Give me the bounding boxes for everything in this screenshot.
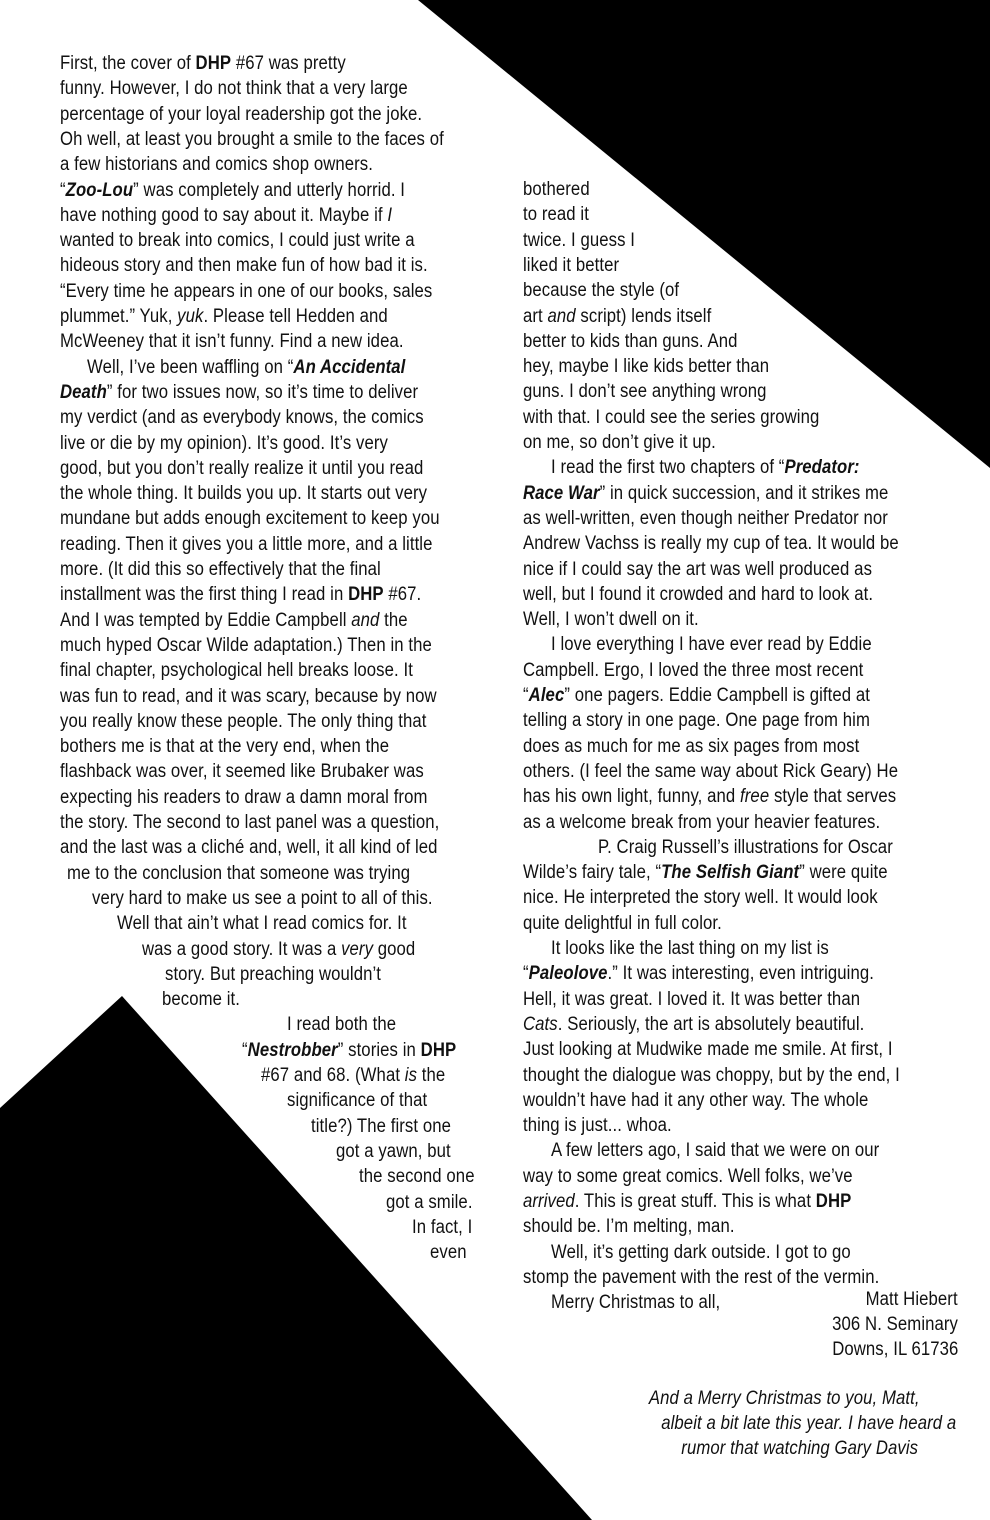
text-run: title?) The first one — [311, 1115, 452, 1137]
text-run: live or die by my opinion). It’s good. It’s very — [60, 432, 388, 454]
text-run: ” for two issues now, so it’s time to deliver — [106, 381, 419, 403]
bold-run: DHP — [195, 53, 232, 74]
left-column-line — [60, 228, 415, 253]
text-run: final chapter, psychological hell breaks loose. It — [60, 660, 413, 682]
text-run: Hell, it was great. I loved it. It was better than — [523, 988, 861, 1010]
left-column-line — [60, 709, 427, 734]
right-column-line — [523, 607, 699, 632]
text-run: ” in quick succession, and it strikes me — [599, 482, 889, 504]
text-run: with that. I could see the series growing — [523, 406, 820, 428]
editor-reply-line: And a Merry Christmas to you, Matt, — [649, 1388, 920, 1409]
left-column-line — [60, 152, 373, 177]
italic-run: Cats — [523, 1013, 558, 1035]
text-run: Well, I’ve been waffling on “ — [87, 356, 294, 378]
text-run: as a welcome break from your heavier features. — [523, 811, 881, 833]
left-column-line — [60, 102, 422, 127]
right-column-line — [523, 278, 679, 303]
text-run: It looks like the last thing on my list is — [551, 938, 829, 959]
right-column-line — [523, 885, 878, 910]
left-column-line — [359, 1164, 475, 1189]
text-run: ” was completely and utterly horrid. I — [133, 179, 406, 201]
left-column-line — [60, 582, 421, 607]
text-run: “ — [242, 1039, 248, 1061]
text-run: nice. He interpreted the story well. It would look — [523, 887, 878, 909]
title-run: The Selfish Giant — [661, 862, 800, 884]
text-run: plummet.” Yuk, — [60, 306, 178, 327]
text-run: hideous story and then make fun of how bad it is. — [60, 255, 428, 277]
left-column-line — [87, 355, 405, 380]
text-run: should be. I’m melting, man. — [523, 1216, 735, 1238]
text-run: And I was tempted by Eddie Campbell — [60, 609, 352, 631]
right-column-line — [523, 1113, 672, 1138]
text-run: “ — [523, 685, 529, 706]
title-run: Nestrobber — [247, 1039, 338, 1061]
title-run: Paleolove — [528, 963, 608, 985]
text-run: flashback was over, it seemed like Brubaker was — [60, 761, 424, 783]
right-column-line — [523, 329, 737, 354]
text-run: . This is great stuff. This is what — [574, 1191, 816, 1212]
text-run: more. (It did this so effectively that the final — [60, 559, 381, 580]
text-run: McWeeney that it isn’t funny. Find a new idea. — [60, 331, 404, 353]
text-run: to read it — [523, 204, 589, 226]
left-column-line — [165, 962, 381, 987]
right-column-line — [523, 1164, 853, 1189]
bold-run: DHP — [420, 1039, 457, 1061]
text-run: bothered — [523, 179, 590, 200]
text-run: #67 and 68. (What — [261, 1065, 405, 1086]
right-column-line — [523, 253, 619, 278]
right-column-line — [598, 835, 893, 860]
left-column-line — [60, 203, 392, 228]
title-run: Race War — [523, 482, 600, 504]
left-column-line — [386, 1190, 473, 1215]
text-run: significance of that — [287, 1090, 428, 1112]
right-column-line — [523, 304, 711, 329]
left-column-line — [162, 987, 240, 1012]
right-column-line — [523, 1088, 868, 1113]
right-column-line — [523, 658, 863, 683]
editor-reply-line: rumor that watching Gary Davis — [681, 1438, 918, 1459]
text-run: and the last was a cliché and, well, it all kind of led — [60, 837, 438, 859]
left-column-line — [92, 886, 433, 911]
text-run: the second one — [359, 1166, 475, 1188]
right-column-line — [523, 481, 888, 506]
left-column-line — [60, 380, 418, 405]
text-run: wouldn’t have had it any other way. The whole — [523, 1089, 869, 1111]
text-run: In fact, I — [412, 1216, 473, 1238]
left-column-line — [60, 178, 405, 203]
left-column-line — [60, 759, 424, 784]
right-column-line — [523, 1012, 864, 1037]
text-run: . Seriously, the art is absolutely beautiful. — [557, 1013, 865, 1035]
text-run: the whole thing. It builds you up. It starts out very — [60, 483, 428, 505]
title-run: Death — [60, 381, 107, 403]
right-column-line — [523, 961, 874, 986]
left-column-line — [430, 1240, 467, 1265]
text-run: Well that ain’t what I read comics for. It — [117, 913, 407, 935]
right-column-line — [551, 1138, 879, 1163]
left-column-line — [60, 684, 437, 709]
italic-run: is — [404, 1065, 418, 1086]
right-column-line — [551, 455, 860, 480]
title-run: An Accidental — [293, 356, 406, 378]
left-column-line — [60, 76, 408, 101]
left-column-line — [60, 431, 388, 456]
left-column-line — [287, 1088, 427, 1113]
text-run: funny. However, I do not think that a very large — [60, 78, 408, 100]
text-run: others. (I feel the same way about Rick Geary) He — [523, 760, 899, 782]
italic-run: arrived — [523, 1191, 575, 1212]
left-column-line — [67, 861, 410, 886]
right-column-line — [523, 784, 896, 809]
right-column-line — [523, 810, 880, 835]
text-run: liked it better — [523, 254, 620, 276]
right-column-line — [523, 354, 769, 379]
right-column-line — [523, 228, 635, 253]
text-run: become it. — [162, 989, 241, 1011]
title-run: Zoo-Lou — [65, 179, 134, 201]
text-run: Merry Christmas to all, — [551, 1292, 721, 1314]
left-column-line — [60, 810, 439, 835]
text-run: hey, maybe I like kids better than — [523, 356, 770, 378]
signature-street: 306 N. Seminary — [832, 1314, 958, 1335]
text-run: well, but I found it crowded and hard to look at. — [523, 583, 874, 605]
left-column-line — [60, 835, 438, 860]
text-run: got a smile. — [386, 1191, 473, 1213]
text-run: was a good story. It was a — [142, 938, 342, 960]
text-run: art — [523, 305, 548, 327]
text-run: ” one pagers. Eddie Campbell is gifted at — [564, 685, 871, 706]
left-column-line — [60, 633, 432, 658]
left-column-line — [60, 532, 432, 557]
signature-name: Matt Hiebert — [865, 1289, 958, 1310]
text-run: script) lends itself — [575, 305, 712, 327]
right-column-line — [551, 1240, 851, 1265]
left-column-line — [60, 658, 413, 683]
left-column-line — [60, 127, 444, 152]
text-run: P. Craig Russell’s illustrations for Oscar — [598, 836, 893, 858]
text-run: ” were quite — [799, 862, 888, 884]
text-run: story. But preaching wouldn’t — [165, 963, 382, 985]
left-column-line — [60, 329, 404, 354]
title-run: Alec — [528, 685, 565, 706]
left-column-line — [60, 456, 423, 481]
title-run: Predator: — [784, 457, 860, 479]
text-run: Wilde’s fairy tale, “ — [523, 862, 662, 884]
right-column-line — [523, 531, 899, 556]
text-run: #67. — [383, 584, 422, 606]
text-run: reading. Then it gives you a little more, and a little — [60, 533, 433, 555]
text-run: quite delightful in full color. — [523, 912, 722, 934]
right-column-line — [523, 1214, 735, 1239]
left-column-line — [287, 1012, 396, 1037]
text-run: me to the conclusion that someone was trying — [67, 862, 411, 884]
text-run: was fun to read, and it was scary, because by now — [60, 685, 437, 707]
text-run: guns. I don’t see anything wrong — [523, 381, 767, 403]
text-run: Campbell. Ergo, I loved the three most recent — [523, 659, 864, 681]
left-column-line — [412, 1215, 472, 1240]
right-column-line — [523, 860, 888, 885]
right-column-line — [523, 683, 870, 708]
text-run: I love everything I have ever read by Eddie — [551, 634, 872, 656]
italic-run: I — [387, 204, 393, 226]
text-run: as well-written, even though neither Predator nor — [523, 507, 888, 529]
text-run: very hard to make us see a point to all of this. — [92, 887, 433, 909]
text-run: ” stories in — [337, 1039, 421, 1061]
text-run: good — [373, 938, 416, 960]
right-column-line — [551, 936, 829, 961]
right-column-line — [523, 911, 722, 936]
bold-run: DHP — [815, 1191, 852, 1212]
left-column-line — [142, 937, 415, 962]
right-column-line — [523, 379, 767, 404]
left-column-line — [60, 405, 424, 430]
left-column-line — [60, 608, 408, 633]
italic-run: and — [547, 305, 576, 327]
text-run: because the style (of — [523, 280, 680, 302]
right-column-line — [523, 1063, 900, 1088]
left-column-line — [60, 506, 440, 531]
text-run: stomp the pavement with the rest of the vermin. — [523, 1266, 880, 1288]
left-column-line — [60, 785, 427, 810]
right-column-line — [551, 1290, 720, 1315]
signature-city: Downs, IL 61736 — [831, 1339, 958, 1360]
text-run: does as much for me as six pages from most — [523, 735, 860, 757]
text-run: A few letters ago, I said that we were on our — [551, 1140, 880, 1162]
text-run: I read both the — [287, 1014, 397, 1036]
bold-run: DHP — [348, 584, 384, 606]
left-column-line — [336, 1139, 451, 1164]
right-column-line — [523, 734, 859, 759]
left-column-line — [311, 1114, 451, 1139]
text-run: .” It was interesting, even intriguing. — [607, 963, 874, 985]
text-run: the — [417, 1065, 446, 1086]
text-run: has his own light, funny, and — [523, 786, 741, 808]
italic-run: and — [351, 609, 380, 631]
right-column-line — [523, 1189, 851, 1214]
left-column-line — [60, 304, 388, 329]
text-run: have nothing good to say about it. Maybe if — [60, 204, 388, 226]
text-run: installment was the first thing I read in — [60, 584, 349, 606]
left-column-line — [60, 734, 389, 759]
text-run: the — [379, 609, 408, 631]
editor-reply-line: albeit a bit late this year. I have heard a — [660, 1413, 956, 1434]
text-run: way to some great comics. Well folks, we’ve — [523, 1165, 853, 1187]
text-run: I read the first two chapters of “ — [551, 457, 785, 479]
right-column-line — [523, 708, 870, 733]
left-column-line — [117, 911, 407, 936]
right-column-line — [523, 430, 716, 455]
text-run: telling a story in one page. One page from him — [523, 710, 871, 732]
text-run: thought the dialogue was choppy, but by the end, I — [523, 1064, 900, 1086]
text-run: #67 was pretty — [231, 53, 346, 74]
left-column-line — [60, 51, 346, 76]
text-run: my verdict (and as everybody knows, the comics — [60, 407, 424, 429]
right-column-line — [551, 632, 872, 657]
text-run: Andrew Vachss is really my cup of tea. It would be — [523, 533, 899, 555]
left-column-line — [60, 279, 432, 304]
text-run: “ — [60, 179, 66, 201]
text-run: percentage of your loyal readership got the joke. — [60, 103, 423, 125]
text-run: Just looking at Mudwike made me smile. At first, I — [523, 1039, 893, 1061]
right-column-line — [523, 405, 819, 430]
right-column-line — [523, 1265, 879, 1290]
text-run: the story. The second to last panel was a question, — [60, 812, 440, 833]
text-run: First, the cover of — [60, 53, 196, 74]
left-column-line — [60, 557, 381, 582]
right-column-line — [523, 582, 873, 607]
text-run: expecting his readers to draw a damn moral from — [60, 786, 428, 808]
text-run: mundane but adds enough excitement to keep you — [60, 508, 440, 530]
left-column-line — [60, 253, 428, 278]
text-run: Well, it’s getting dark outside. I got to go — [551, 1241, 851, 1263]
text-run: . Please tell Hedden and — [203, 306, 388, 327]
text-run: “ — [523, 963, 529, 985]
text-run: bothers me is that at the very end, when the — [60, 736, 390, 758]
right-column-line — [523, 506, 888, 531]
right-column-line — [523, 1037, 893, 1062]
text-run: even — [430, 1242, 467, 1264]
right-column-line — [523, 987, 860, 1012]
text-run: Well, I won’t dwell on it. — [523, 609, 699, 631]
text-run: “Every time he appears in one of our books, sales — [60, 280, 433, 302]
left-column-line — [60, 481, 427, 506]
text-run: better to kids than guns. And — [523, 330, 738, 352]
text-run: got a yawn, but — [336, 1140, 451, 1162]
text-run: style that serves — [769, 786, 897, 808]
right-column-line — [523, 557, 872, 582]
text-run: wanted to break into comics, I could just write a — [60, 230, 415, 252]
text-run: a few historians and comics shop owners. — [60, 154, 373, 176]
text-run: nice if I could say the art was well produced as — [523, 558, 873, 580]
right-column-line — [523, 202, 589, 227]
text-run: twice. I guess I — [523, 229, 635, 251]
text-run: Oh well, at least you brought a smile to the faces of — [60, 128, 444, 150]
text-run: thing is just... whoa. — [523, 1115, 672, 1137]
left-column-line — [242, 1038, 456, 1063]
italic-run: yuk — [177, 306, 204, 327]
text-run: good, but you don’t really realize it until you read — [60, 457, 424, 479]
right-column-line — [523, 759, 898, 784]
right-column-line — [523, 177, 590, 202]
text-run: you really know these people. The only thing that — [60, 710, 427, 732]
text-run: much hyped Oscar Wilde adaptation.) Then in the — [60, 634, 432, 656]
left-column-line — [261, 1063, 445, 1088]
italic-run: free — [740, 786, 770, 808]
italic-run: very — [341, 938, 374, 960]
text-run: on me, so don’t give it up. — [523, 432, 716, 453]
